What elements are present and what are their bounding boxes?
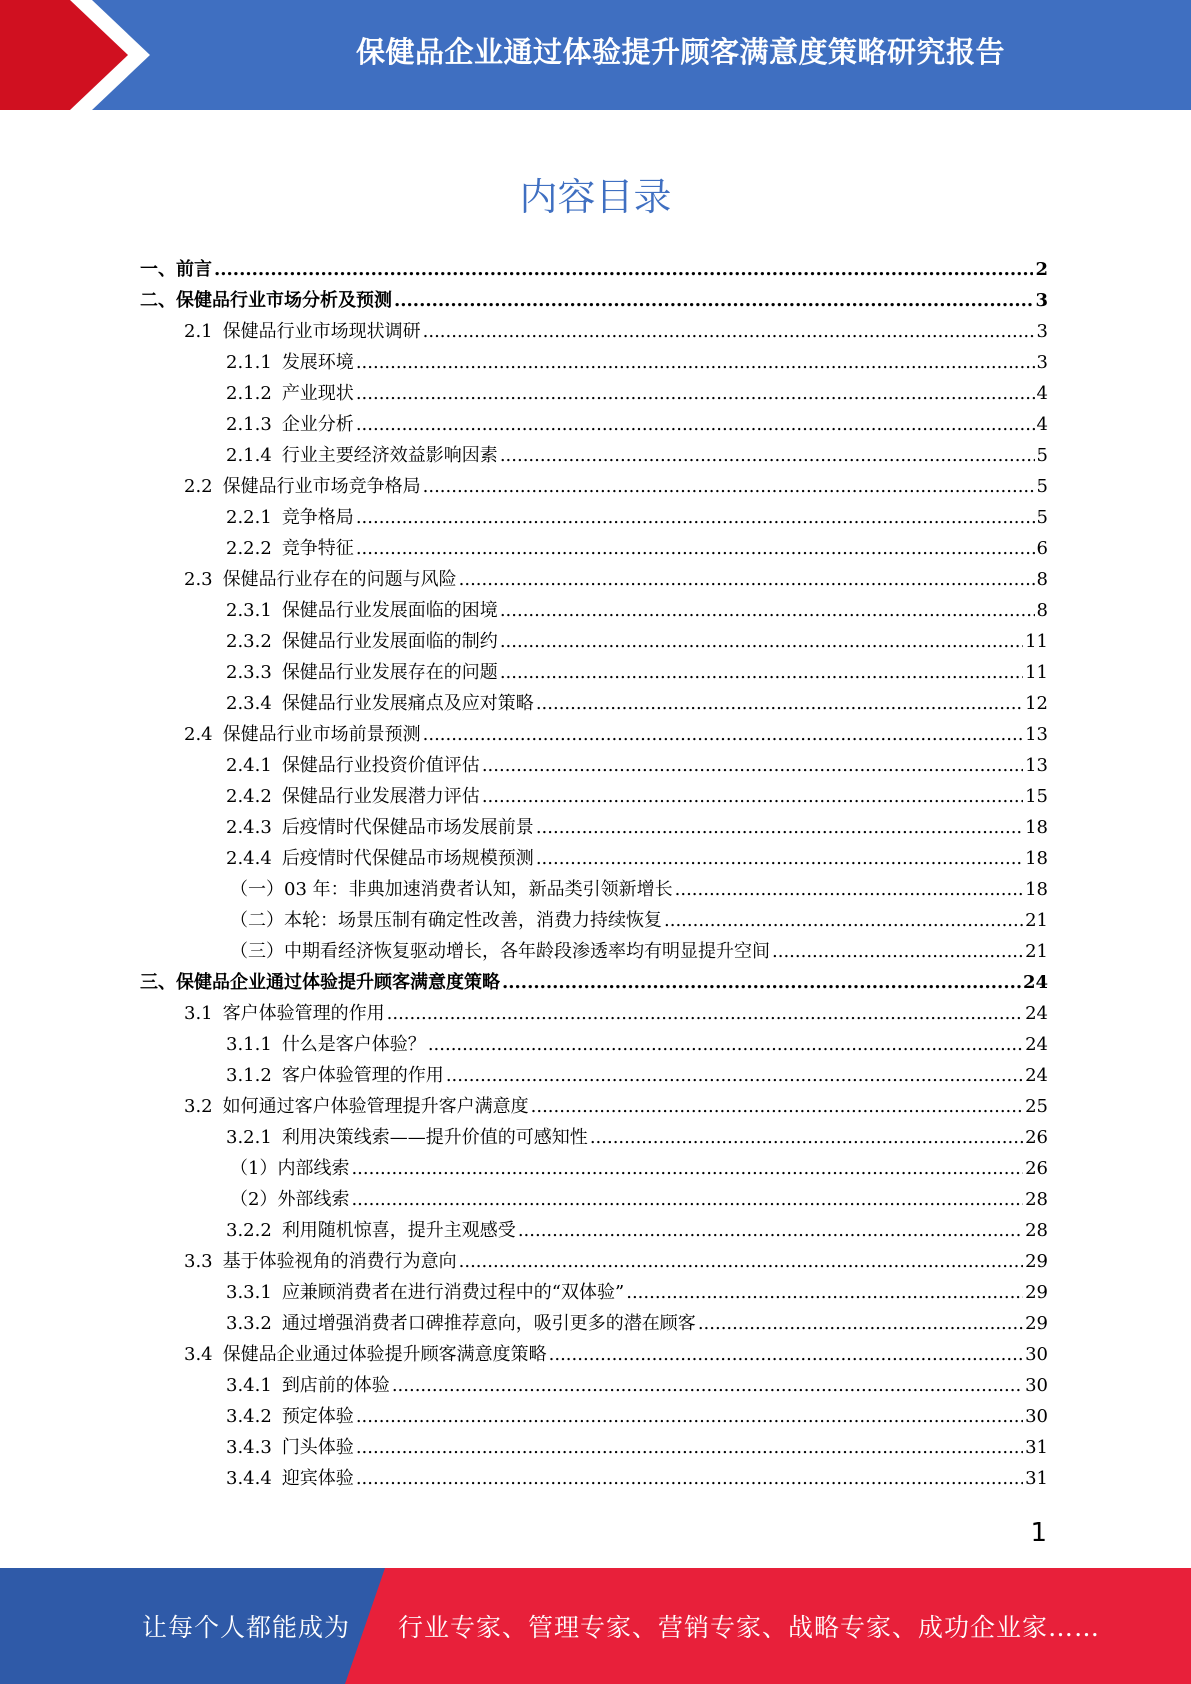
- toc-dot-leader: [459, 564, 1035, 595]
- toc-entry-label: 如何通过客户体验管理提升客户满意度: [222, 1096, 529, 1117]
- toc-entry[interactable]: [140, 1432, 1048, 1463]
- toc-entry-page: 13: [1025, 724, 1048, 745]
- toc-entry-label: 保健品行业发展痛点及应对策略: [281, 693, 534, 714]
- toc-dot-leader: [428, 1029, 1023, 1060]
- toc-entry-number: 2.3: [184, 569, 213, 590]
- toc-dot-leader: [500, 440, 1035, 471]
- toc-entry-page: 12: [1025, 693, 1048, 714]
- toc-entry-page: 3: [1035, 290, 1048, 311]
- report-title: 保健品企业通过体验提升顾客满意度策略研究报告: [355, 35, 1005, 69]
- toc-entry[interactable]: [140, 936, 1048, 967]
- toc-entry[interactable]: [140, 688, 1048, 719]
- toc-entry-label: 保健品行业发展潜力评估: [281, 786, 480, 807]
- toc-entry-page: 21: [1025, 910, 1048, 931]
- toc-entry[interactable]: [140, 1153, 1048, 1184]
- toc-entry[interactable]: [140, 1277, 1048, 1308]
- toc-entry-page: 29: [1025, 1313, 1048, 1334]
- toc-dot-leader: [536, 688, 1023, 719]
- toc-dot-leader: [351, 1184, 1023, 1215]
- toc-dot-leader: [446, 1060, 1023, 1091]
- toc-entry[interactable]: [140, 843, 1048, 874]
- toc-entry-label: 保健品行业发展面临的困境: [281, 600, 498, 621]
- toc-entry-number: 3.4.2: [226, 1406, 272, 1427]
- toc-entry-page: 3: [1036, 321, 1048, 342]
- toc-entry-number: 3.2: [184, 1096, 213, 1117]
- toc-entry-number: 3.3.1: [226, 1282, 272, 1303]
- toc-dot-leader: [214, 254, 1033, 285]
- toc-entry-page: 31: [1025, 1468, 1048, 1489]
- toc-entry[interactable]: [140, 1370, 1048, 1401]
- toc-entry-label: 保健品行业发展存在的问题: [281, 662, 498, 683]
- toc-entry[interactable]: [140, 254, 1048, 285]
- toc-entry-page: 24: [1025, 1065, 1048, 1086]
- toc-dot-leader: [500, 626, 1023, 657]
- toc-dot-leader: [502, 967, 1021, 998]
- toc-entry-label: 产业现状: [281, 383, 354, 404]
- toc-entry[interactable]: [140, 409, 1048, 440]
- toc-entry-label: 利用随机惊喜，提升主观感受: [281, 1220, 516, 1241]
- toc-entry[interactable]: [140, 998, 1048, 1029]
- footer-slogan-left: 让每个人都能成为: [142, 1613, 351, 1642]
- toc-entry-page: 5: [1036, 445, 1048, 466]
- toc-entry-label: 保健品行业发展面临的制约: [281, 631, 498, 652]
- toc-entry[interactable]: [140, 1184, 1048, 1215]
- toc-entry-page: 21: [1025, 941, 1048, 962]
- toc-dot-leader: [392, 1370, 1023, 1401]
- toc-entry-page: 25: [1025, 1096, 1048, 1117]
- toc-dot-leader: [423, 719, 1023, 750]
- toc-entry[interactable]: [140, 874, 1048, 905]
- toc-dot-leader: [500, 657, 1023, 688]
- toc-entry-label: 保健品行业投资价值评估: [281, 755, 480, 776]
- toc-dot-leader: [536, 843, 1023, 874]
- toc-dot-leader: [356, 1463, 1023, 1494]
- toc-dot-leader: [626, 1277, 1023, 1308]
- toc-entry-page: 29: [1025, 1251, 1048, 1272]
- toc-dot-leader: [500, 595, 1035, 626]
- toc-entry-label: 预定体验: [281, 1406, 354, 1427]
- toc-dot-leader: [356, 378, 1035, 409]
- toc-entry-number: 2.4.4: [226, 848, 272, 869]
- toc-dot-leader: [664, 905, 1023, 936]
- toc-entry-label: 通过增强消费者口碑推荐意向，吸引更多的潜在顾客: [281, 1313, 696, 1334]
- toc-entry-label: 客户体验管理的作用: [281, 1065, 444, 1086]
- toc-entry-label: 保健品企业通过体验提升顾客满意度策略: [176, 972, 500, 993]
- toc-entry-number: 2.4.3: [226, 817, 272, 838]
- toc-entry-number: 2.3.4: [226, 693, 272, 714]
- toc-entry-page: 24: [1022, 972, 1048, 993]
- toc-entry-label: 保健品行业市场分析及预测: [176, 290, 392, 311]
- toc-dot-leader: [356, 347, 1035, 378]
- toc-entry-page: 29: [1025, 1282, 1048, 1303]
- toc-entry-page: 11: [1025, 631, 1048, 652]
- toc-dot-leader: [356, 1432, 1023, 1463]
- toc-entry-label: 行业主要经济效益影响因素: [281, 445, 498, 466]
- toc-entry[interactable]: [140, 719, 1048, 750]
- toc-entry-label: 到店前的体验: [281, 1375, 390, 1396]
- toc-entry-page: 8: [1036, 569, 1048, 590]
- toc-entry[interactable]: [140, 750, 1048, 781]
- toc-entry[interactable]: [140, 1308, 1048, 1339]
- toc-entry-page: 28: [1025, 1189, 1048, 1210]
- toc-entry-page: 30: [1025, 1375, 1048, 1396]
- toc-dot-leader: [536, 812, 1023, 843]
- toc-entry-page: 11: [1025, 662, 1048, 683]
- toc-title: 内容目录: [519, 175, 672, 219]
- toc-entry[interactable]: [140, 471, 1048, 502]
- toc-entry-number: 3.3.2: [226, 1313, 272, 1334]
- toc-entry[interactable]: [140, 285, 1048, 316]
- toc-entry[interactable]: [140, 1246, 1048, 1277]
- toc-entry-label: 竞争格局: [281, 507, 354, 528]
- toc-entry-number: 3.1.1: [226, 1034, 272, 1055]
- toc-dot-leader: [482, 750, 1023, 781]
- toc-entry-label: 门头体验: [281, 1437, 354, 1458]
- page-header: [0, 0, 1191, 110]
- toc-entry-page: 3: [1036, 352, 1048, 373]
- toc-dot-leader: [423, 471, 1035, 502]
- toc-entry-label: 利用决策线索——提升价值的可感知性: [281, 1127, 588, 1148]
- toc-entry-page: 26: [1025, 1158, 1048, 1179]
- toc-entry-label: 什么是客户体验？: [281, 1034, 426, 1055]
- toc-entry-number: 2.4.1: [226, 755, 272, 776]
- toc-entry[interactable]: [140, 1339, 1048, 1370]
- toc-entry-number: 2.2.1: [226, 507, 272, 528]
- toc-entry[interactable]: [140, 533, 1048, 564]
- toc-entry-page: 18: [1025, 879, 1048, 900]
- toc-entry[interactable]: [140, 316, 1048, 347]
- toc-dot-leader: [356, 1401, 1023, 1432]
- toc-entry[interactable]: [140, 657, 1048, 688]
- toc-entry-page: 6: [1036, 538, 1048, 559]
- toc-entry[interactable]: [140, 967, 1048, 998]
- toc-dot-leader: [549, 1339, 1023, 1370]
- toc-entry-page: 8: [1036, 600, 1048, 621]
- toc-entry-number: 一、: [140, 259, 176, 280]
- toc-entry-label: 保健品行业市场前景预测: [222, 724, 421, 745]
- toc-entry-label: 应兼顾消费者在进行消费过程中的“双体验”: [281, 1282, 625, 1303]
- toc-entry[interactable]: [140, 595, 1048, 626]
- toc-entry-label: 客户体验管理的作用: [222, 1003, 385, 1024]
- toc-entry-label: 发展环境: [281, 352, 354, 373]
- toc-entry-page: 15: [1025, 786, 1048, 807]
- toc-dot-leader: [531, 1091, 1023, 1122]
- toc-entry-page: 26: [1025, 1127, 1048, 1148]
- toc-entry[interactable]: [140, 1122, 1048, 1153]
- toc-dot-leader: [482, 781, 1023, 812]
- toc-entry-label: 基于体验视角的消费行为意向: [222, 1251, 457, 1272]
- footer-slogan-right: 行业专家、管理专家、营销专家、战略专家、成功企业家……: [398, 1613, 1101, 1642]
- toc-entry[interactable]: [140, 347, 1048, 378]
- toc-entry[interactable]: [140, 1060, 1048, 1091]
- toc-entry-label: 迎宾体验: [281, 1468, 354, 1489]
- toc-entry-label: 前言: [176, 259, 212, 280]
- toc-dot-leader: [675, 874, 1023, 905]
- toc-entry-label: 企业分析: [281, 414, 354, 435]
- table-of-contents: [140, 254, 1048, 1494]
- toc-entry-page: 28: [1025, 1220, 1048, 1241]
- toc-entry-number: 2.3.1: [226, 600, 272, 621]
- toc-entry-page: 24: [1025, 1003, 1048, 1024]
- toc-entry-number: 2.2: [184, 476, 213, 497]
- toc-entry-page: 5: [1036, 507, 1048, 528]
- toc-entry[interactable]: [140, 626, 1048, 657]
- toc-entry-number: 3.1: [184, 1003, 213, 1024]
- toc-entry-label: 保健品行业存在的问题与风险: [222, 569, 457, 590]
- toc-entry-label: （1）内部线索: [230, 1158, 350, 1179]
- toc-entry[interactable]: [140, 502, 1048, 533]
- toc-dot-leader: [356, 533, 1035, 564]
- toc-entry-number: 3.4: [184, 1344, 213, 1365]
- toc-entry-page: 30: [1025, 1344, 1048, 1365]
- toc-entry-page: 5: [1036, 476, 1048, 497]
- toc-entry-number: 二、: [140, 290, 176, 311]
- toc-entry-label: 后疫情时代保健品市场规模预测: [281, 848, 534, 869]
- toc-entry-number: 3.4.1: [226, 1375, 272, 1396]
- toc-entry-label: （2）外部线索: [230, 1189, 350, 1210]
- toc-entry[interactable]: [140, 781, 1048, 812]
- page-number: 1: [1030, 1518, 1047, 1548]
- toc-entry[interactable]: [140, 1215, 1048, 1246]
- toc-entry-label: （三）中期看经济恢复驱动增长，各年龄段渗透率均有明显提升空间: [230, 941, 770, 962]
- toc-dot-leader: [772, 936, 1023, 967]
- toc-dot-leader: [698, 1308, 1023, 1339]
- toc-entry-label: （二）本轮：场景压制有确定性改善，消费力持续恢复: [230, 910, 662, 931]
- toc-entry-number: 2.4: [184, 724, 213, 745]
- toc-entry-label: 后疫情时代保健品市场发展前景: [281, 817, 534, 838]
- toc-entry[interactable]: [140, 1463, 1048, 1494]
- toc-entry-label: 保健品企业通过体验提升顾客满意度策略: [222, 1344, 547, 1365]
- toc-dot-leader: [356, 409, 1035, 440]
- toc-entry-number: 2.3.3: [226, 662, 272, 683]
- toc-entry[interactable]: [140, 564, 1048, 595]
- toc-dot-leader: [394, 285, 1033, 316]
- toc-entry-page: 4: [1036, 414, 1048, 435]
- toc-entry-number: 2.1: [184, 321, 213, 342]
- toc-dot-leader: [351, 1153, 1023, 1184]
- toc-entry[interactable]: [140, 440, 1048, 471]
- toc-entry-page: 4: [1036, 383, 1048, 404]
- toc-entry-page: 30: [1025, 1406, 1048, 1427]
- toc-entry-number: 2.2.2: [226, 538, 272, 559]
- toc-entry[interactable]: [140, 905, 1048, 936]
- toc-entry-page: 18: [1025, 817, 1048, 838]
- toc-entry-number: 2.1.4: [226, 445, 272, 466]
- toc-entry-label: 保健品行业市场现状调研: [222, 321, 421, 342]
- toc-entry-page: 2: [1035, 259, 1048, 280]
- toc-entry-page: 24: [1025, 1034, 1048, 1055]
- toc-dot-leader: [590, 1122, 1023, 1153]
- toc-entry-number: 三、: [140, 972, 176, 993]
- toc-entry[interactable]: [140, 378, 1048, 409]
- toc-entry-number: 2.1.1: [226, 352, 272, 373]
- toc-entry[interactable]: [140, 1029, 1048, 1060]
- toc-entry-label: （一）03 年：非典加速消费者认知，新品类引领新增长: [230, 879, 673, 900]
- toc-dot-leader: [387, 998, 1023, 1029]
- toc-dot-leader: [459, 1246, 1023, 1277]
- toc-entry-page: 13: [1025, 755, 1048, 776]
- toc-entry-number: 3.2.2: [226, 1220, 272, 1241]
- toc-dot-leader: [423, 316, 1035, 347]
- toc-entry-page: 18: [1025, 848, 1048, 869]
- toc-entry-label: 保健品行业市场竞争格局: [222, 476, 421, 497]
- toc-entry-number: 3.4.4: [226, 1468, 272, 1489]
- toc-entry-number: 2.3.2: [226, 631, 272, 652]
- toc-entry[interactable]: [140, 1401, 1048, 1432]
- toc-entry[interactable]: [140, 1091, 1048, 1122]
- toc-entry-number: 2.4.2: [226, 786, 272, 807]
- page-footer: [0, 1568, 1191, 1684]
- toc-entry-number: 3.2.1: [226, 1127, 272, 1148]
- toc-entry-number: 2.1.2: [226, 383, 272, 404]
- toc-entry-number: 3.1.2: [226, 1065, 272, 1086]
- toc-entry[interactable]: [140, 812, 1048, 843]
- toc-entry-number: 3.3: [184, 1251, 213, 1272]
- toc-dot-leader: [518, 1215, 1023, 1246]
- toc-entry-label: 竞争特征: [281, 538, 354, 559]
- toc-entry-number: 3.4.3: [226, 1437, 272, 1458]
- toc-entry-number: 2.1.3: [226, 414, 272, 435]
- toc-dot-leader: [356, 502, 1035, 533]
- toc-entry-page: 31: [1025, 1437, 1048, 1458]
